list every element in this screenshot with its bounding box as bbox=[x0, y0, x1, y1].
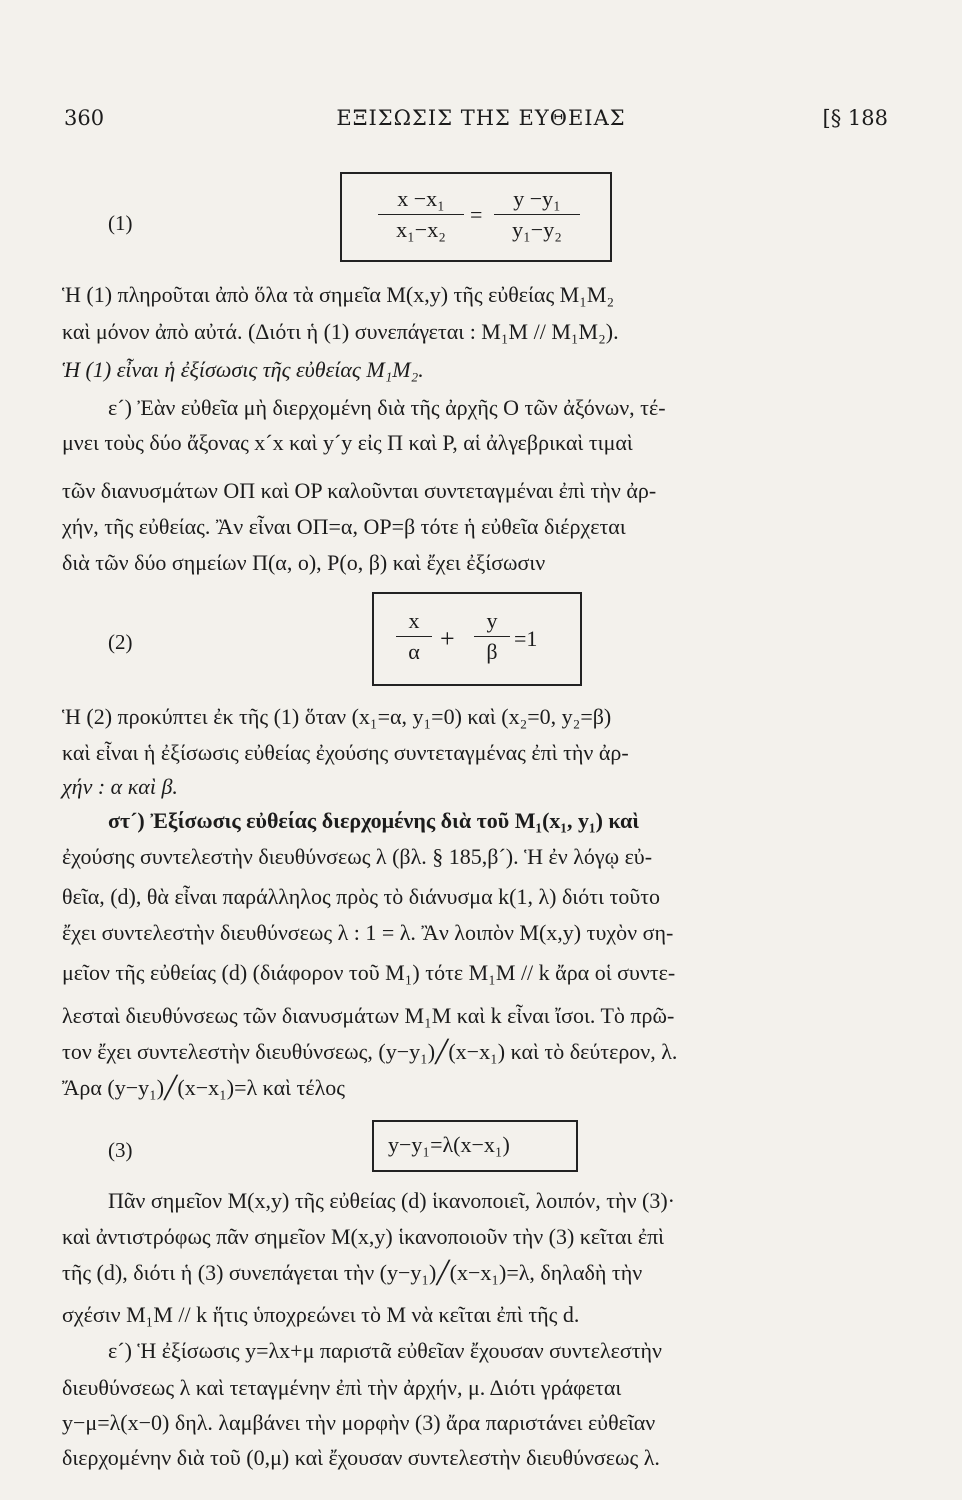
text-line-23: σχέσιν M₁M // k ἥτις ὑποχρεώνει τὸ M νὰ κεῖται ἐπὶ τῆς d. bbox=[62, 1302, 580, 1327]
text-line-7: χήν, τῆς εὐθείας. Ἂν εἶναι OΠ=α, OP=β τότε ἡ εὐθεῖα διέρχεται bbox=[62, 514, 626, 539]
page-title: ΕΞΙΣΩΣΙΣ ΤΗΣ ΕΥΘΕΙΑΣ bbox=[336, 106, 626, 130]
equation-2-rhs: =1 bbox=[514, 626, 538, 651]
text-line-11: χήν : α καὶ β. bbox=[62, 774, 178, 799]
equation-1-left-denominator: x₁−x₂ bbox=[396, 217, 446, 242]
fraction-bar bbox=[474, 636, 510, 637]
fraction-bar bbox=[494, 214, 580, 215]
page-header bbox=[0, 106, 962, 138]
text-line-21: καὶ ἀντιστρόφως πᾶν σημεῖον M(x,y) ἱκανοποιοῦν τὴν (3) κεῖται ἐπὶ bbox=[62, 1224, 665, 1249]
text-line-20: Πᾶν σημεῖον M(x,y) τῆς εὐθείας (d) ἱκανοποιεῖ, λοιπόν, τὴν (3)· bbox=[108, 1188, 675, 1213]
equation-2-denominator-alpha: α bbox=[408, 639, 420, 664]
text-line-4: ε´) Ἐὰν εὐθεῖα μὴ διερχομένη διὰ τῆς ἀρχῆς O τῶν ἀξόνων, τέ- bbox=[108, 395, 666, 420]
text-line-6: τῶν διανυσμάτων OΠ καὶ OP καλοῦνται συντεταγμέναι ἐπὶ τὴν ἀρ- bbox=[62, 478, 657, 503]
text-line-17: λεσταὶ διευθύνσεως τῶν διανυσμάτων M₁M καὶ k εἶναι ἴσοι. Τὸ πρῶ- bbox=[62, 1003, 675, 1028]
text-line-13: ἐχούσης συντελεστὴν διευθύνσεως λ (βλ. § 185,β´). Ἡ ἐν λόγῳ εὐ- bbox=[62, 844, 653, 869]
equation-3-text: y−y₁=λ(x−x₁) bbox=[388, 1132, 510, 1157]
equation-1-equals: = bbox=[470, 202, 483, 227]
text-line-8: διὰ τῶν δύο σημείων Π(α, o), P(o, β) καὶ ἔχει ἐξίσωσιν bbox=[62, 550, 546, 575]
text-line-5: μνει τοὺς δύο ἄξονας x´x καὶ y´y εἰς Π καὶ P, αἱ ἀλγεβρικαὶ τιμαὶ bbox=[62, 430, 633, 455]
equation-2-numerator-x: x bbox=[408, 608, 420, 633]
text-line-16: μεῖον τῆς εὐθείας (d) (διάφορον τοῦ M₁) τότε M₁M // k ἄρα οἱ συντε- bbox=[62, 960, 676, 985]
equation-1-right-fraction bbox=[494, 186, 580, 243]
fraction-bar bbox=[396, 636, 432, 637]
equation-1-left-numerator: x −x₁ bbox=[397, 186, 445, 211]
section-number: [§ 188 bbox=[822, 106, 888, 130]
equation-2-numerator-y: y bbox=[486, 608, 498, 633]
text-line-25: διευθύνσεως λ καὶ τεταγμένην ἐπὶ τὴν ἀρχήν, μ. Διότι γράφεται bbox=[62, 1375, 622, 1400]
equation-1-right-denominator: y₁−y₂ bbox=[512, 217, 562, 242]
equation-1-right-numerator: y −y₁ bbox=[513, 186, 561, 211]
text-line-24: ε´) Ἡ ἐξίσωσις y=λx+μ παριστᾶ εὐθεῖαν ἔχουσαν συντελεστὴν bbox=[108, 1338, 663, 1363]
text-line-15: ἔχει συντελεστὴν διευθύνσεως λ : 1 = λ. Ἂν λοιπὸν M(x,y) τυχὸν ση- bbox=[62, 920, 674, 945]
equation-3-box bbox=[372, 1120, 578, 1172]
equation-2-fraction-y-beta bbox=[474, 608, 510, 665]
equation-1-box bbox=[340, 172, 612, 262]
equation-2-box bbox=[372, 592, 582, 686]
equation-3-label: (3) bbox=[108, 1138, 133, 1162]
text-line-27: διερχομένην διὰ τοῦ (0,μ) καὶ ἔχουσαν συντελεστὴν διευθύνσεως λ. bbox=[62, 1445, 660, 1470]
text-line-26: y−μ=λ(x−0) δηλ. λαμβάνει τὴν μορφὴν (3) ἄρα παριστάνει εὐθεῖαν bbox=[62, 1410, 656, 1435]
text-line-19: Ἄρα (y−y₁)╱(x−x₁)=λ καὶ τέλος bbox=[62, 1075, 345, 1100]
equation-2-label: (2) bbox=[108, 630, 133, 654]
equation-2-plus: + bbox=[440, 624, 455, 653]
equation-1-left-fraction bbox=[378, 186, 464, 243]
text-line-14: θεῖα, (d), θὰ εἶναι παράλληλος πρὸς τὸ διάνυσμα k(1, λ) διότι τοῦτο bbox=[62, 884, 661, 909]
text-line-22: τῆς (d), διότι ἡ (3) συνεπάγεται τὴν (y−y₁)╱(x−x₁)=λ, δηλαδὴ τὴν bbox=[62, 1260, 643, 1285]
equation-2-fraction-x-alpha bbox=[396, 608, 432, 665]
page-number: 360 bbox=[64, 106, 105, 130]
text-line-2: καὶ μόνον ἀπὸ αὐτά. (Διότι ἡ (1) συνεπάγεται : M₁M // M₁M₂). bbox=[62, 319, 619, 344]
text-line-12: στ´) Ἐξίσωσις εὐθείας διερχομένης διὰ τοῦ M₁(x₁, y₁) καὶ bbox=[108, 808, 640, 833]
fraction-bar bbox=[378, 214, 464, 215]
text-line-9: Ἡ (2) προκύπτει ἐκ τῆς (1) ὅταν (x₁=α, y₁=0) καὶ (x₂=0, y₂=β) bbox=[62, 704, 612, 729]
equation-2-denominator-beta: β bbox=[486, 639, 498, 664]
text-line-3: Ἡ (1) εἶναι ἡ ἐξίσωσις τῆς εὐθείας M₁M₂. bbox=[62, 357, 424, 382]
text-line-10: καὶ εἶναι ἡ ἐξίσωσις εὐθείας ἐχούσης συντεταγμένας ἐπὶ τὴν ἀρ- bbox=[62, 740, 629, 765]
text-line-18: τον ἔχει συντελεστὴν διευθύνσεως, (y−y₁)╱(x−x₁) καὶ τὸ δεύτερον, λ. bbox=[62, 1039, 678, 1064]
text-line-1: Ἡ (1) πληροῦται ἀπὸ ὅλα τὰ σημεῖα M(x,y) τῆς εὐθείας M₁M₂ bbox=[62, 282, 615, 307]
equation-1-label: (1) bbox=[108, 211, 133, 235]
